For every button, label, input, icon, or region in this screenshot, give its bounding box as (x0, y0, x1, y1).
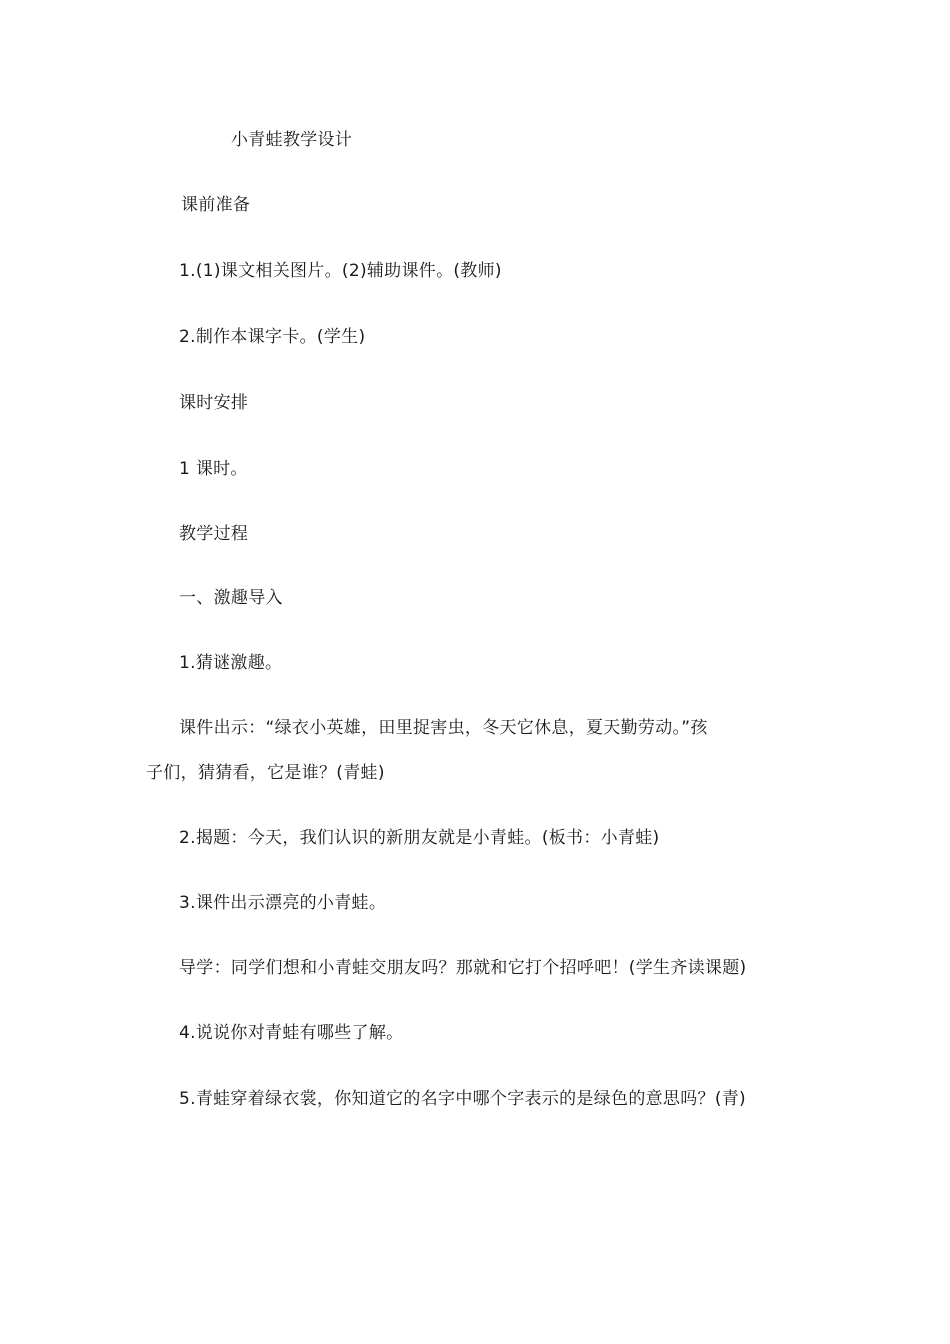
paragraph-courseware: 3.课件出示漂亮的小青蛙。 (179, 893, 387, 913)
paragraph-discuss: 4.说说你对青蛙有哪些了解。 (179, 1023, 404, 1043)
document-title: 小青蛙教学设计 (231, 130, 353, 150)
paragraph-guide: 导学：同学们想和小青蛙交朋友吗？那就和它打个招呼吧！(学生齐读课题) (179, 958, 747, 978)
paragraph-riddle-text-line1: 课件出示：“绿衣小英雄，田里捉害虫，冬天它休息，夏天勤劳动。”孩 (179, 718, 708, 738)
paragraph-prep-2: 2.制作本课字卡。(学生) (179, 327, 366, 347)
paragraph-green: 5.青蛙穿着绿衣裳，你知道它的名字中哪个字表示的是绿色的意思吗？(青) (179, 1089, 746, 1109)
section-intro-heading: 一、激趣导入 (179, 588, 283, 608)
heading-preparation: 课前准备 (181, 195, 251, 215)
paragraph-prep-1: 1.(1)课文相关图片。(2)辅助课件。(教师) (179, 261, 502, 281)
paragraph-riddle-text-line2: 子们，猜猜看，它是谁？(青蛙) (146, 763, 385, 783)
paragraph-riddle: 1.猜谜激趣。 (179, 653, 283, 673)
heading-process: 教学过程 (179, 524, 249, 544)
heading-schedule: 课时安排 (179, 393, 249, 413)
paragraph-topic: 2.揭题：今天，我们认识的新朋友就是小青蛙。(板书：小青蛙) (179, 828, 660, 848)
paragraph-schedule: 1 课时。 (179, 459, 248, 479)
